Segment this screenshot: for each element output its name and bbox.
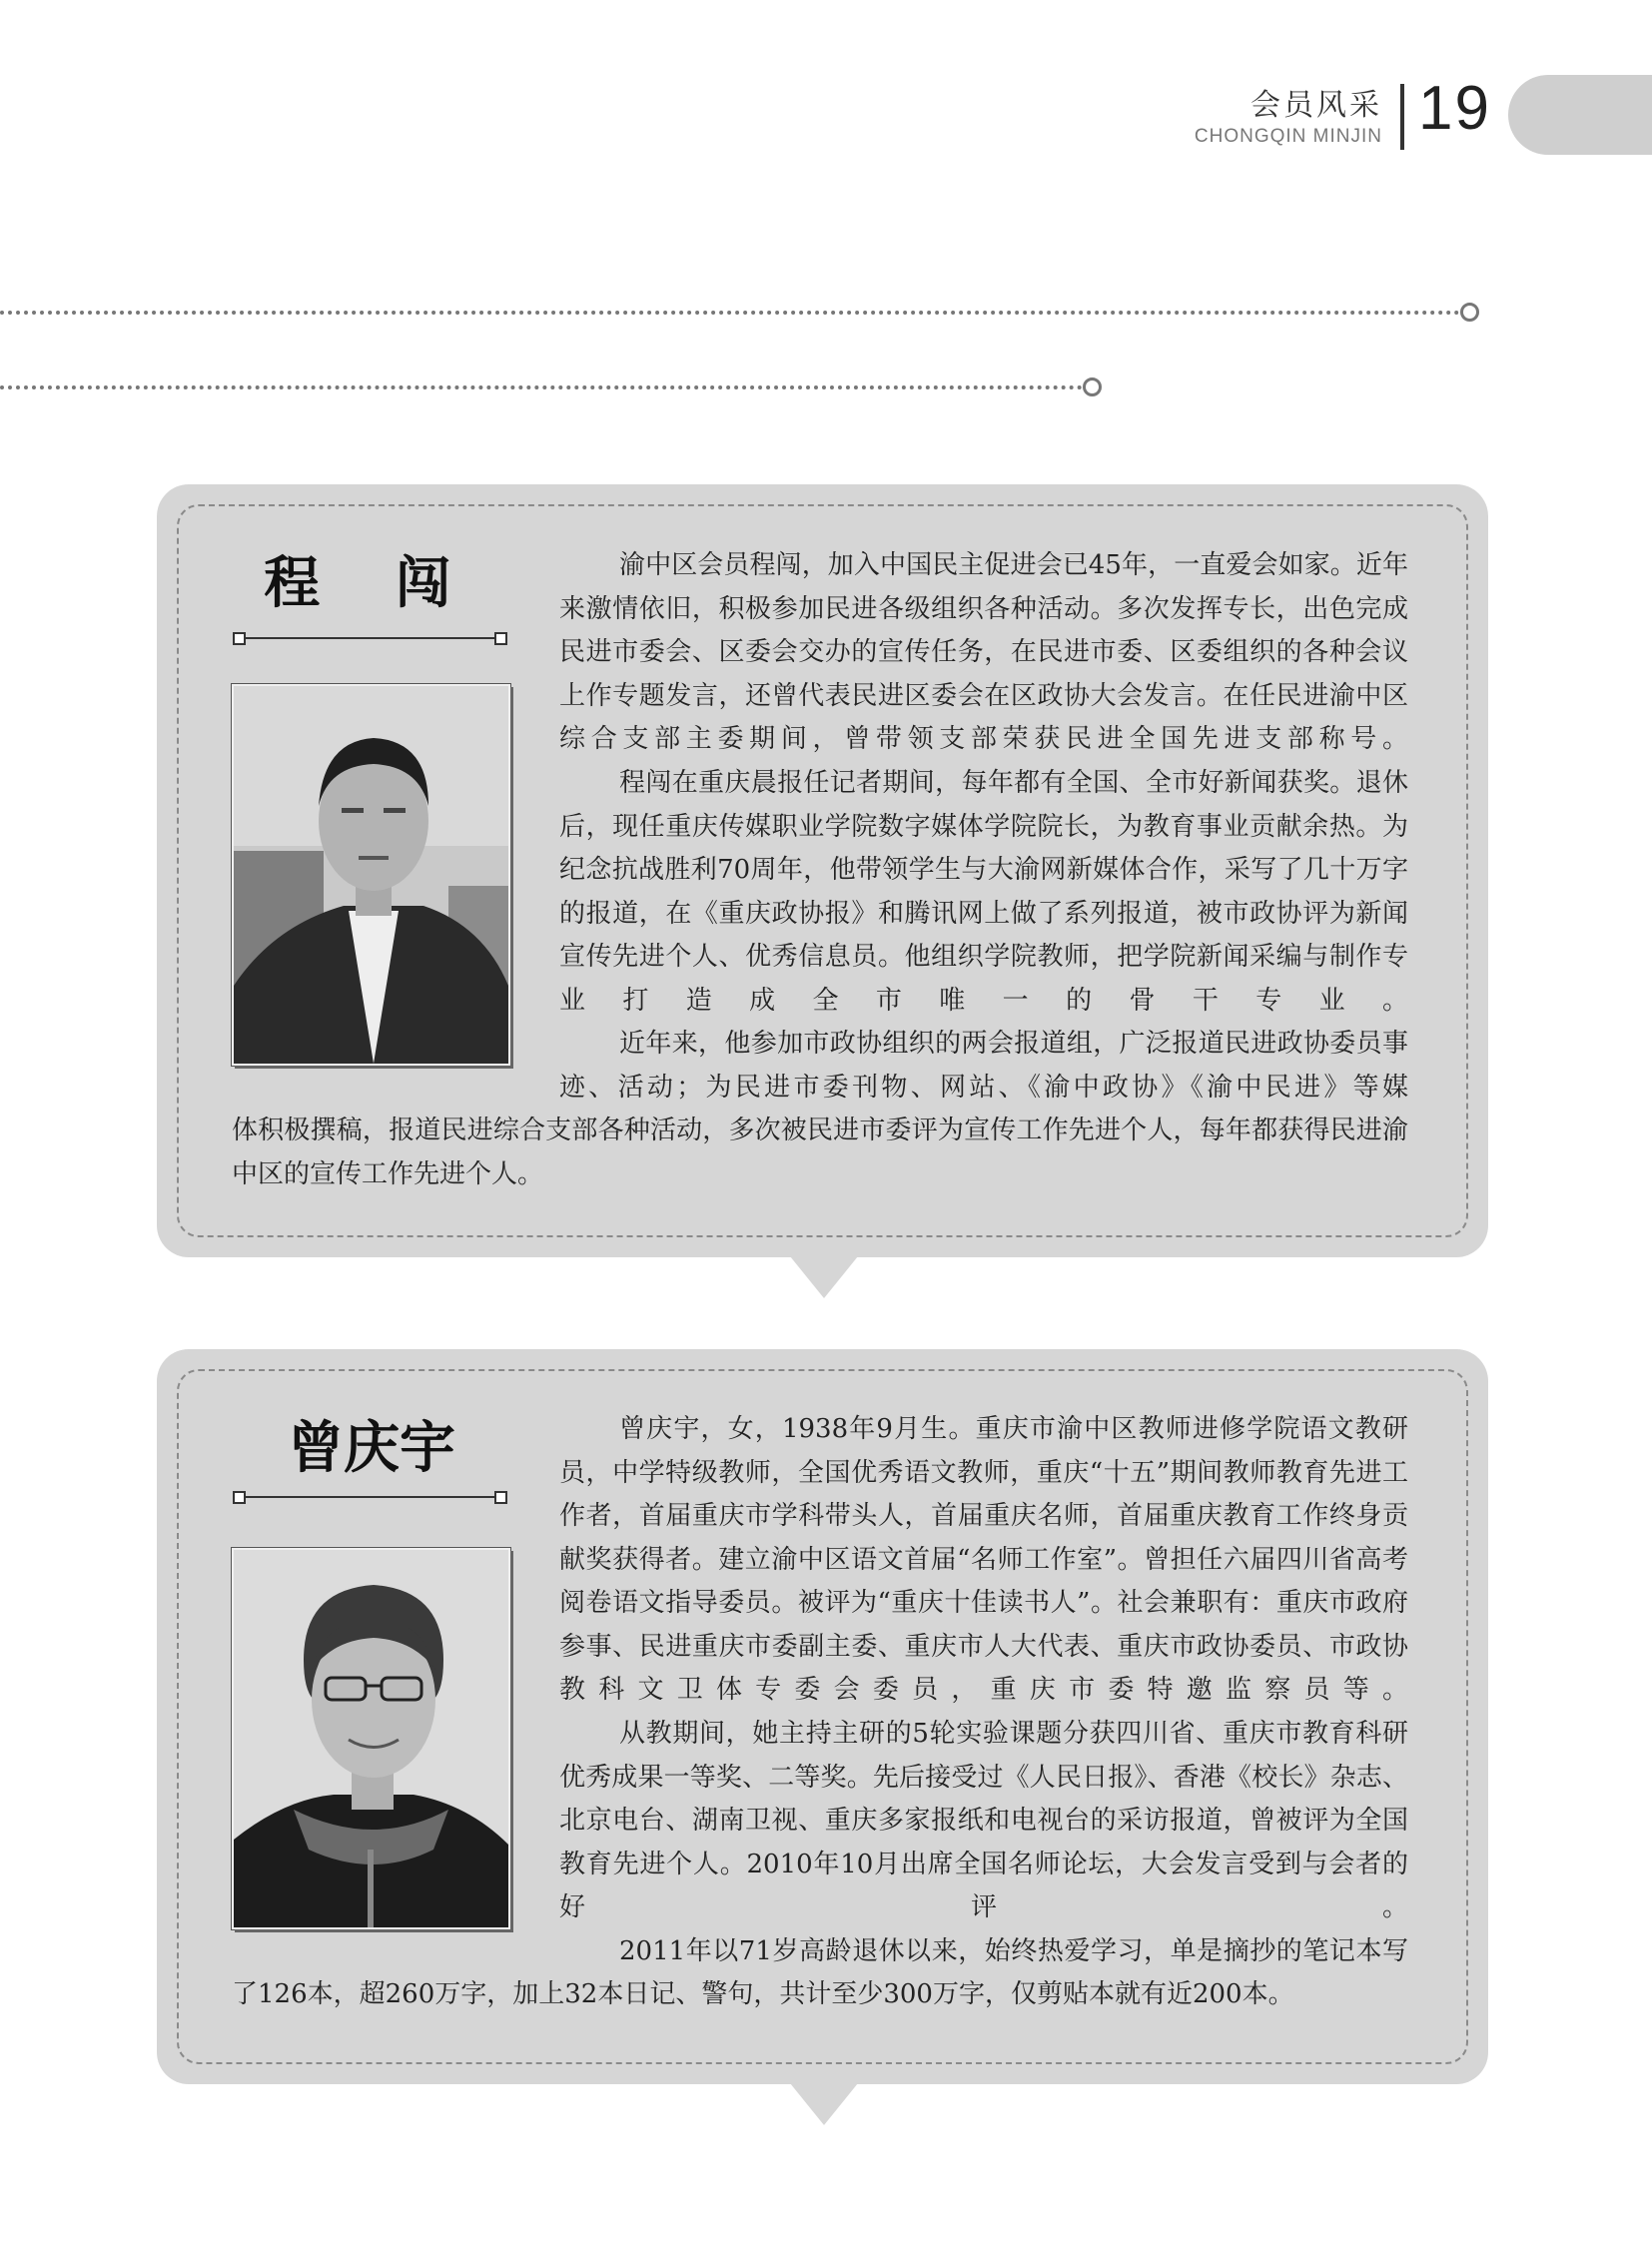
profile-paragraph: 体积极撰稿，报道民进综合支部各种活动，多次被民进市委评为宣传工作先进个人，每年都获得民进渝中区的宣传工作先进个人。: [232, 1116, 1408, 1189]
card-pointer: [790, 2083, 858, 2125]
dotted-rule-top-end: [1460, 303, 1479, 322]
magazine-name: CHONGQIN MINJIN: [1194, 126, 1382, 147]
portrait-woman-photo: [232, 1548, 510, 1929]
portrait-man-photo: [232, 684, 510, 1066]
dotted-rule-bottom: [0, 385, 1083, 389]
profile-name: 程 闯: [264, 550, 479, 616]
card-pointer: [790, 1256, 858, 1298]
profile-paragraph: 渝中区会员程闯，加入中国民主促进会已45年，一直爱会如家。近年来激情依旧，积极参加民进各级组织各种活动。多次发挥专长，出色完成民进市委会、区委会交办的宣传任务，在民进市委、区委组织的各种会议上作专题发言，还曾代表民进区委会在区政协大会发言。在任民进渝中区综合支部主委期间，曾带领支部荣获民进全国先进支部称号。: [559, 550, 1408, 754]
name-underline-end-right: [494, 632, 507, 645]
header-divider: [1400, 84, 1404, 150]
dotted-rule-bottom-end: [1083, 377, 1102, 396]
name-underline: [236, 637, 505, 639]
profile-paragraph: 曾庆宇，女，1938年9月生。重庆市渝中区教师进修学院语文教研员，中学特级教师，全国优秀语文教师，重庆“十五”期间教师教育先进工作者，首届重庆市学科带头人，首届重庆名师，首届重庆教育工作终身贡献奖获得者。建立渝中区语文首届“名师工作室”。曾担任六届四川省高考阅卷语文指导委员。被评为“重庆十佳读书人”。社会兼职有：重庆市政府参事、民进重庆市委副主委、重庆市人大代表、重庆市政协委员、市政协教科文卫体专委会委员，重庆市委特邀监察员等。: [559, 1414, 1408, 1705]
profile-paragraph: 从教期间，她主持主研的5轮实验课题分获四川省、重庆市教育科研优秀成果一等奖、二等奖。先后接受过《人民日报》、香港《校长》杂志、北京电台、湖南卫视、重庆多家报纸和电视台的采访报道，曾被评为全国教育先进个人。2010年10月出席全国名师论坛，大会发言受到与会者的好评。: [559, 1719, 1408, 1922]
section-title: 会员风采: [1250, 88, 1382, 123]
name-underline-end-right: [494, 1491, 507, 1504]
profile-paragraph: 2011年以71岁高龄退休以来，始终热爱学习，单是摘抄的笔记本写: [619, 1936, 1408, 1966]
page-tab: [1508, 75, 1652, 155]
dotted-rule-top: [0, 311, 1460, 315]
profile-paragraph: 了126本，超260万字，加上32本日记、警句，共计至少300万字，仅剪贴本就有近200本。: [232, 1979, 1294, 2009]
profile-paragraph: 近年来，他参加市政协组织的两会报道组，广泛报道民进政协委员事迹、活动；为民进市委刊物、网站、《渝中政协》《渝中民进》等媒: [559, 1029, 1408, 1103]
name-underline: [236, 1496, 505, 1498]
page-number: 19: [1418, 74, 1491, 143]
profile-name: 曾庆宇: [288, 1415, 455, 1481]
profile-paragraph: 程闯在重庆晨报任记者期间，每年都有全国、全市好新闻获奖。退休后，现任重庆传媒职业学院数字媒体学院院长，为教育事业贡献余热。为纪念抗战胜利70周年，他带领学生与大渝网新媒体合作，采写了几十万字的报道，在《重庆政协报》和腾讯网上做了系列报道，被市政协评为新闻宣传先进个人、优秀信息员。他组织学院教师，把学院新闻采编与制作专业打造成全市唯一的骨干专业。: [559, 768, 1408, 1016]
name-underline-end-left: [233, 1491, 246, 1504]
name-underline-end-left: [233, 632, 246, 645]
